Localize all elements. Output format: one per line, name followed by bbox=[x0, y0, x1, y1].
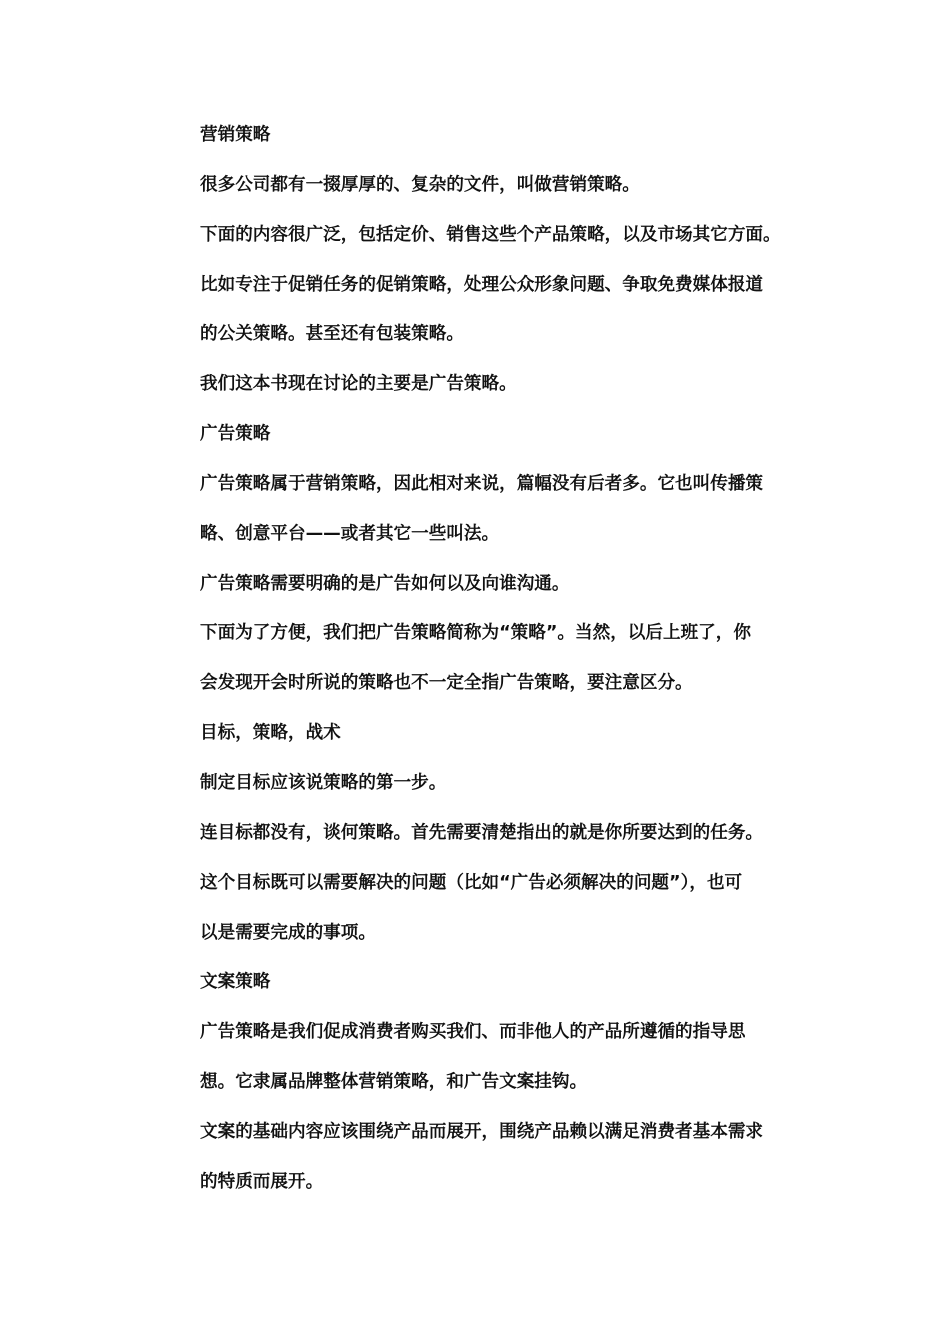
paragraph-line: 我们这本书现在讨论的主要是广告策略。 bbox=[200, 374, 517, 395]
paragraph-line: 想。它隶属品牌整体营销策略，和广告文案挂钩。 bbox=[200, 1072, 588, 1093]
paragraph-line: 广告策略属于营销策略，因此相对来说，篇幅没有后者多。它也叫传播策 bbox=[200, 473, 764, 494]
document-body bbox=[200, 119, 812, 1216]
paragraph-line: 会发现开会时所说的策略也不一定全指广告策略，要注意区分。 bbox=[200, 673, 693, 694]
paragraph-line: 连目标都没有，谈何策略。首先需要清楚指出的就是你所要达到的任务。 bbox=[200, 822, 764, 843]
paragraph-line: 制定目标应该说策略的第一步。 bbox=[200, 772, 447, 793]
paragraph-line: 的特质而展开。 bbox=[200, 1171, 324, 1192]
heading-ad-strategy: 广告策略 bbox=[200, 424, 271, 445]
paragraph-line: 以是需要完成的事项。 bbox=[200, 922, 376, 943]
paragraph-line: 这个目标既可以需要解决的问题（比如“广告必须解决的问题”），也可 bbox=[200, 872, 743, 893]
paragraph-line: 广告策略是我们促成消费者购买我们、而非他人的产品所遵循的指导思 bbox=[200, 1022, 746, 1043]
paragraph-line: 广告策略需要明确的是广告如何以及向谁沟通。 bbox=[200, 573, 570, 594]
paragraph-line: 略、创意平台——或者其它一些叫法。 bbox=[200, 523, 500, 544]
heading-goals-strategy-tactics: 目标，策略，战术 bbox=[200, 723, 341, 744]
paragraph-line: 的公关策略。甚至还有包装策略。 bbox=[200, 324, 464, 345]
heading-marketing-strategy: 营销策略 bbox=[200, 125, 271, 145]
paragraph-line: 比如专注于促销任务的促销策略，处理公众形象问题、争取免费媒体报道 bbox=[200, 274, 764, 295]
paragraph-line: 文案的基础内容应该围绕产品而展开，围绕产品赖以满足消费者基本需求 bbox=[200, 1121, 764, 1142]
heading-copy-strategy: 文案策略 bbox=[200, 972, 271, 993]
paragraph-line: 下面的内容很广泛，包括定价、销售这些个产品策略，以及市场其它方面。 bbox=[200, 224, 781, 245]
paragraph-line: 很多公司都有一掇厚厚的、复杂的文件，叫做营销策略。 bbox=[200, 174, 640, 195]
paragraph-line: 下面为了方便，我们把广告策略简称为“策略”。当然，以后上班了，你 bbox=[200, 623, 751, 644]
